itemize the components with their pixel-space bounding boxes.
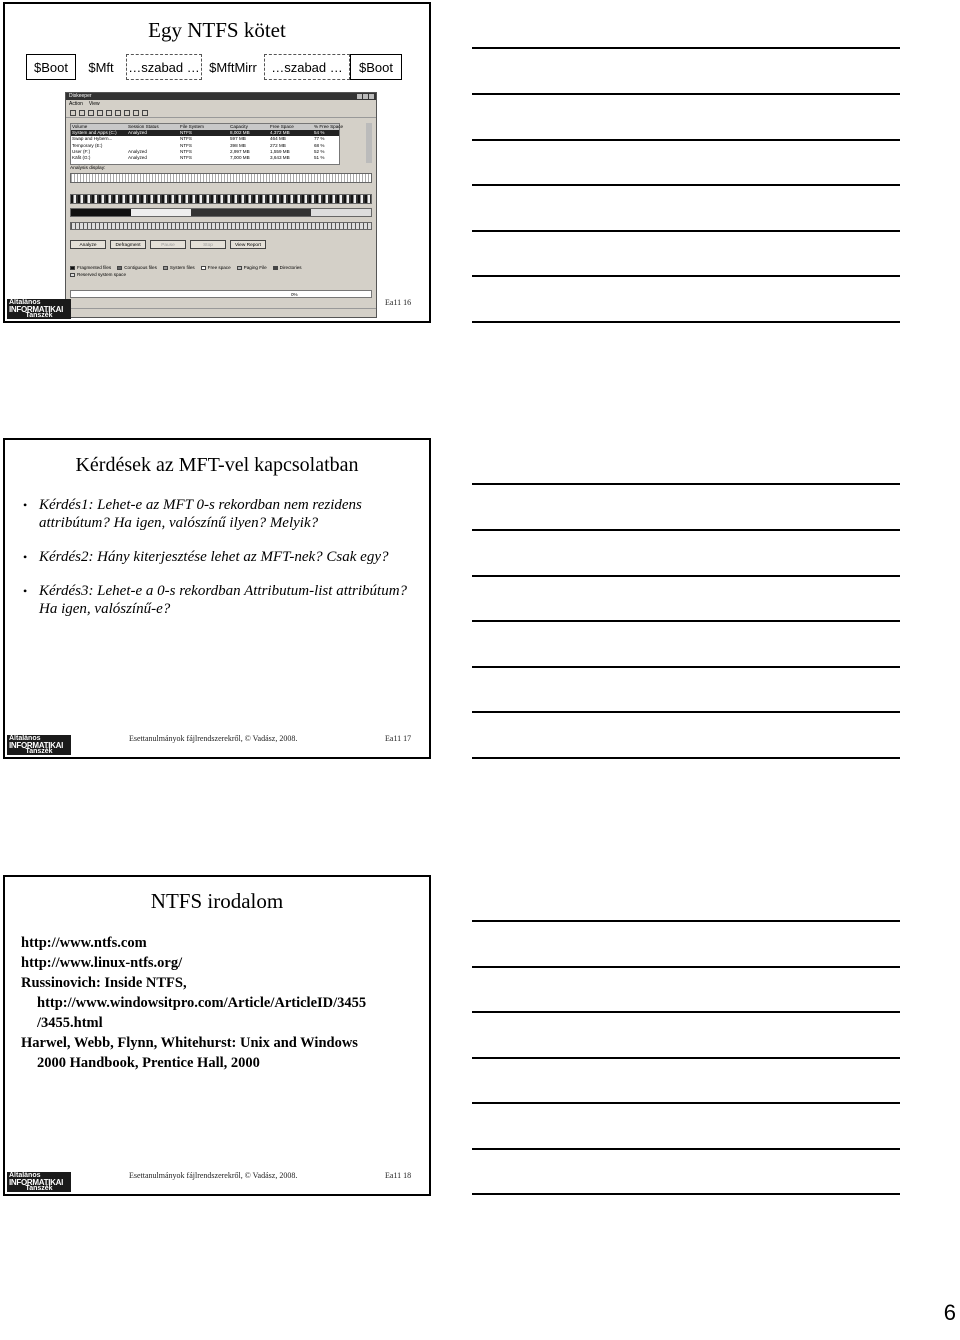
logo-text: INFORMATIKAI	[9, 1177, 64, 1187]
properties-icon	[97, 110, 103, 116]
window-title: Diskeeper	[69, 93, 92, 99]
slide-title: NTFS irodalom	[150, 889, 284, 913]
scrollbar	[366, 123, 372, 163]
button-row	[70, 240, 266, 249]
cell: 68 %	[314, 142, 325, 148]
cell: 272 MB	[270, 142, 286, 148]
slide-17	[3, 438, 431, 759]
swatch-icon	[70, 266, 75, 270]
defrag-map	[70, 194, 372, 204]
cell: Swap and Hybern...	[72, 136, 113, 142]
cell: Analyzed	[128, 148, 147, 154]
view-report-button: View Report	[230, 240, 266, 249]
cell: 1,559 MB	[270, 148, 290, 154]
volume-segment-mft: $Mft	[88, 59, 114, 75]
cell: 464 MB	[270, 136, 286, 142]
cell: 77 %	[314, 136, 325, 142]
diskeeper-screenshot	[65, 92, 377, 318]
note-line	[472, 321, 900, 323]
question-list	[23, 496, 423, 634]
play-icon	[115, 110, 121, 116]
legend-label: Reserved system space	[77, 272, 127, 277]
swatch-icon	[163, 266, 168, 270]
toolbar	[66, 108, 376, 118]
swatch-icon	[117, 266, 122, 270]
slide-18	[3, 875, 431, 1196]
note-line	[472, 666, 900, 668]
note-line	[472, 139, 900, 141]
page-number: 6	[943, 1300, 956, 1325]
table-row	[71, 155, 339, 161]
note-line	[472, 1057, 900, 1059]
logo-text: Tanszék	[25, 1185, 53, 1192]
cell: System and Apps (C:)	[72, 130, 117, 136]
swatch-icon	[70, 273, 75, 277]
slide-number: Ea11 18	[385, 1171, 412, 1180]
swatch-icon	[237, 266, 242, 270]
note-line	[472, 711, 900, 713]
slide-title: Egy NTFS kötet	[148, 18, 286, 42]
note-line	[472, 575, 900, 577]
cell: 51 %	[314, 154, 325, 160]
note-line	[472, 1148, 900, 1150]
slide-title: Kérdések az MFT-vel kapcsolatban	[75, 454, 359, 476]
volume-table	[70, 123, 344, 165]
pause-button: Pause	[150, 240, 186, 249]
cell: 7,000 MB	[230, 154, 250, 160]
department-logo	[7, 1172, 71, 1192]
reference-link[interactable]: http://www.windowsitpro.com/Article/ArticleID/3455	[37, 995, 367, 1011]
note-line	[472, 1102, 900, 1104]
maximize-icon	[363, 94, 368, 99]
note-line	[472, 620, 900, 622]
column-header: Free Space	[270, 124, 294, 129]
legend-label: Directories	[279, 265, 302, 270]
cell: NTFS	[180, 142, 192, 148]
department-logo	[7, 735, 71, 755]
legend-label: Free space	[207, 265, 231, 270]
cell: 597 MB	[230, 136, 246, 142]
volume-segment-free: …szabad …	[126, 54, 202, 80]
cell: Analyzed	[128, 154, 147, 160]
cell: NTFS	[180, 136, 192, 142]
stop-icon	[133, 110, 139, 116]
analysis-display-label: Analysis display:	[70, 166, 106, 171]
question-2: • Kérdés2: Hány kiterjesztése lehet az MFT-nek? Csak egy?	[23, 548, 423, 566]
status-bar	[66, 308, 376, 317]
logo-text: Tanszék	[25, 312, 53, 319]
minimize-icon	[357, 94, 362, 99]
cell: 54 %	[314, 130, 325, 136]
defrag-map	[70, 208, 372, 217]
logo-text: Általános	[9, 1172, 41, 1179]
analyze-button: Analyze	[70, 240, 106, 249]
cell: NTFS	[180, 154, 192, 160]
volume-segment-boot: $Boot	[26, 54, 76, 80]
close-icon	[369, 94, 374, 99]
note-line	[472, 483, 900, 485]
analysis-map	[70, 173, 372, 183]
column-header: % Free Space	[314, 124, 344, 129]
pause-icon	[124, 110, 130, 116]
logo-text: Általános	[9, 299, 41, 306]
reference-list	[21, 933, 425, 1073]
legend-label: System files	[169, 265, 195, 270]
defrag-map	[70, 222, 372, 230]
question-3: • Kérdés3: Lehet-e a 0-s rekordban Attributum-list attribútum? Ha igen, valószínű-e?	[23, 582, 423, 618]
volume-segment-boot-copy: $Boot	[350, 54, 402, 80]
note-line	[472, 230, 900, 232]
logo-text: Tanszék	[25, 748, 53, 755]
reference-link[interactable]: /3455.html	[37, 1015, 103, 1031]
cell: 3,643 MB	[270, 154, 290, 160]
up-icon	[88, 110, 94, 116]
swatch-icon	[273, 266, 278, 270]
volume-segment-mftmirr: $MftMirr	[209, 59, 257, 75]
slide-16	[3, 2, 431, 323]
menu-bar	[66, 100, 376, 108]
cell: Analyzed	[128, 130, 147, 136]
note-line	[472, 1011, 900, 1013]
cell: 52 %	[314, 148, 325, 154]
progress-bar: 0%	[70, 290, 372, 298]
menu-view: View	[88, 101, 100, 107]
note-line	[472, 184, 900, 186]
back-icon	[70, 110, 76, 116]
stop-button: Stop	[190, 240, 226, 249]
note-line	[472, 920, 900, 922]
window-titlebar	[66, 93, 376, 100]
menu-action: Action	[69, 101, 83, 107]
reference-link[interactable]: http://www.ntfs.com	[21, 935, 147, 951]
slide-number: Ea11 16	[385, 298, 412, 307]
cell: Käfit (G:)	[72, 154, 91, 160]
note-line	[472, 966, 900, 968]
note-line	[472, 529, 900, 531]
legend	[70, 264, 370, 278]
reference-text: Russinovich: Inside NTFS,	[21, 975, 187, 991]
slide-footer-source: Esettanulmányok fájlrendszerekről, © Vadász, 2008.	[129, 734, 298, 743]
logo-text: Általános	[9, 735, 41, 742]
cell: NTFS	[180, 148, 192, 154]
column-header: Session Status	[128, 124, 159, 129]
column-header: Capacity	[230, 124, 248, 129]
logo-text: INFORMATIKAI	[9, 740, 64, 750]
cell: User (F:)	[72, 148, 91, 154]
help-icon	[142, 110, 148, 116]
reference-link[interactable]: http://www.linux-ntfs.org/	[21, 955, 183, 971]
cell: Temporary (E:)	[72, 142, 103, 148]
note-line	[472, 275, 900, 277]
refresh-icon	[106, 110, 112, 116]
legend-label: Contiguous files	[124, 265, 157, 270]
legend-label: Fragmented files	[77, 265, 112, 270]
reference-text: Harwel, Webb, Flynn, Whitehurst: Unix and Windows	[21, 1035, 358, 1051]
department-logo	[7, 299, 71, 319]
cell: 2,997 MB	[230, 148, 250, 154]
volume-segment-free: …szabad …	[264, 54, 350, 80]
question-1: • Kérdés1: Lehet-e az MFT 0-s rekordban nem rezidens attribútum? Ha igen, valószínű ilyen? Melyik?	[23, 496, 423, 532]
ntfs-volume-layout	[26, 54, 412, 80]
cell: NTFS	[180, 130, 192, 136]
note-line	[472, 757, 900, 759]
cell: 398 MB	[230, 142, 246, 148]
swatch-icon	[201, 266, 206, 270]
note-line	[472, 93, 900, 95]
legend-label: Paging File	[243, 265, 267, 270]
slide-footer-source: Esettanulmányok fájlrendszerekről, © Vadász, 2008.	[129, 1171, 298, 1180]
forward-icon	[79, 110, 85, 116]
defragment-button: Defragment	[110, 240, 146, 249]
note-line	[472, 47, 900, 49]
note-line	[472, 1193, 900, 1195]
cell: 4,372 MB	[270, 130, 290, 136]
reference-text: 2000 Handbook, Prentice Hall, 2000	[37, 1055, 260, 1071]
logo-text: INFORMATIKAI	[9, 304, 64, 314]
slide-number: Ea11 17	[385, 734, 412, 743]
cell: 8,002 MB	[230, 130, 250, 136]
column-header: File System	[180, 124, 204, 129]
column-header: Volume	[72, 124, 88, 129]
